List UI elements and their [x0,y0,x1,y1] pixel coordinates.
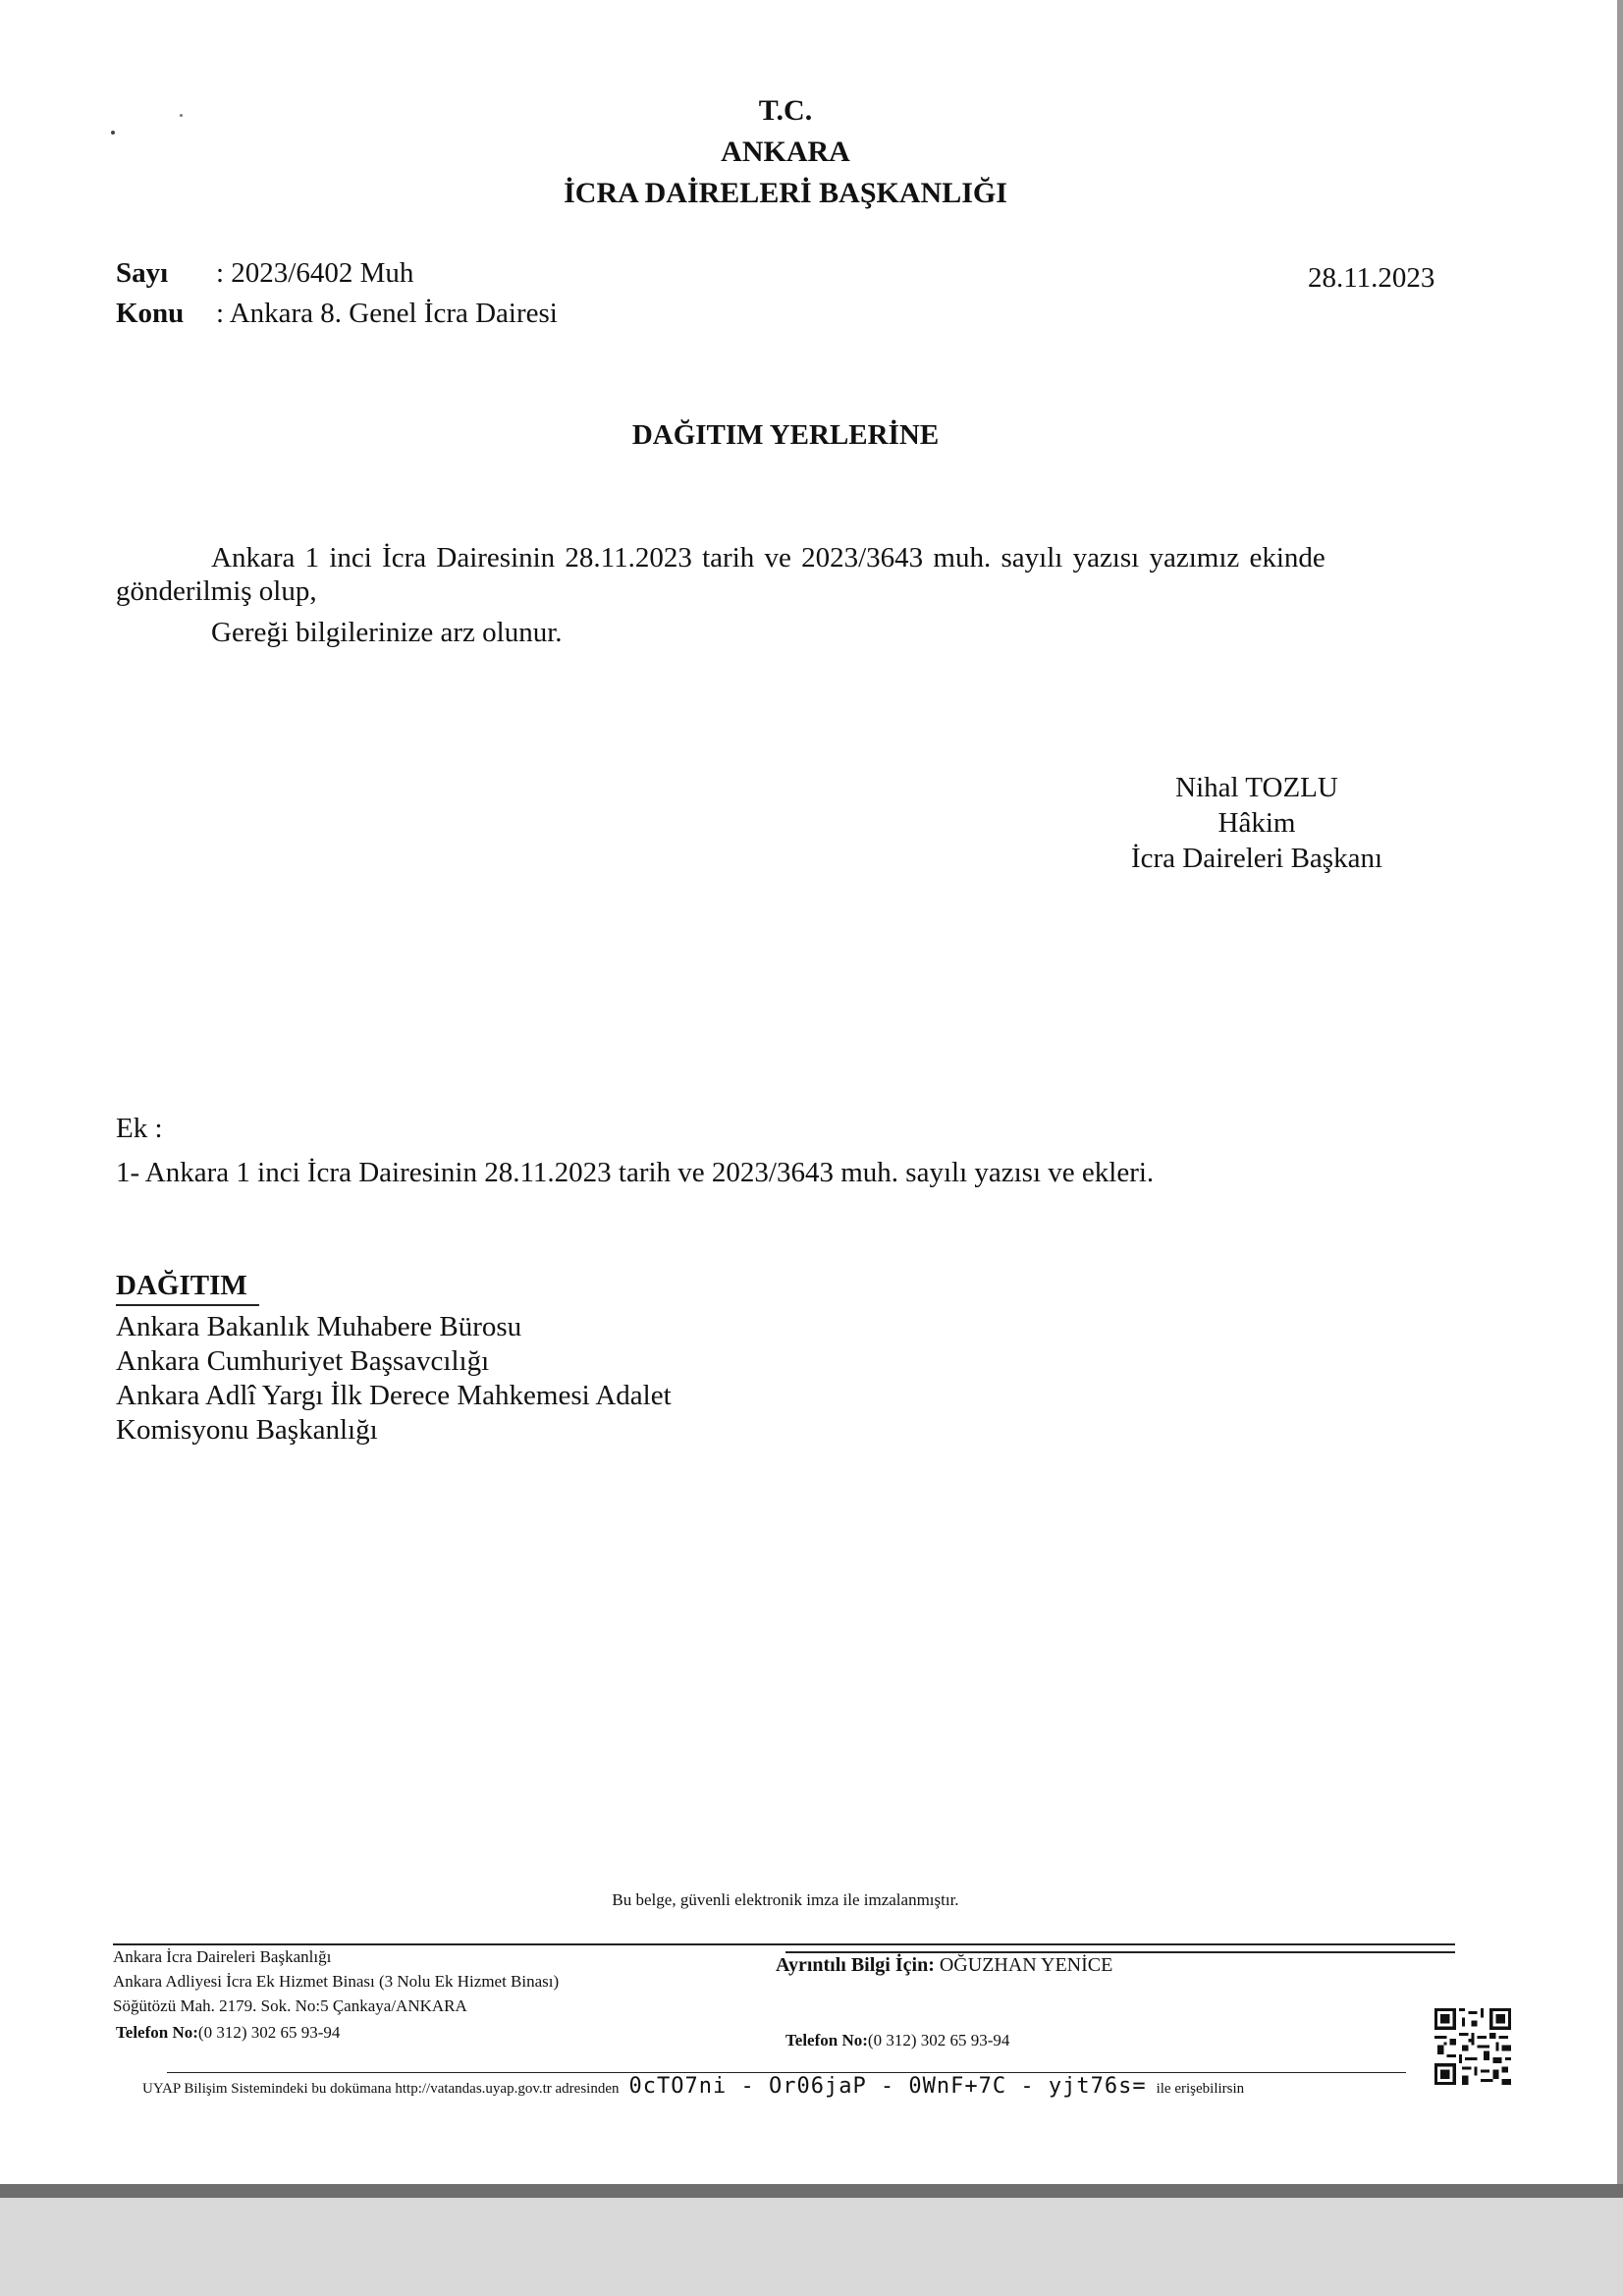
sayi-value: : 2023/6402 Muh [216,257,414,289]
footer-rule-top [113,1943,1455,1945]
distribution-item: Ankara Cumhuriyet Başsavcılığı [116,1345,490,1377]
sayi-label: Sayı [116,257,169,289]
footer-phone-label: Telefon No: [116,2023,198,2042]
footer-address-line1: Ankara İcra Daireleri Başkanlığı [113,1947,332,1966]
distribution-heading-underline [116,1304,259,1306]
header-tc: T.C. [758,94,813,127]
footer-contact-phone [785,2031,1009,2050]
body-paragraph-line2: gönderilmiş olup, [116,575,317,607]
scan-edge-bottom [0,2198,1623,2296]
uyap-suffix: ile erişebilirsin [1156,2081,1245,2097]
konu-label: Konu [116,298,185,329]
attachments-label: Ek : [116,1113,163,1144]
header-institution: İCRA DAİRELERİ BAŞKANLIĞI [564,177,1007,209]
footer-phone-value: (0 312) 302 65 93-94 [197,2023,341,2042]
signer-role: Hâkim [1217,807,1296,839]
qr-code-icon [1434,2008,1512,2085]
body-paragraph-line1: Ankara 1 inci İcra Dairesinin 28.11.2023 tarih ve 2023/3643 muh. sayılı yazısı yazımız ekinde [211,542,1325,574]
uyap-verification-code: 0cTO7ni - Or06jaP - 0WnF+7C - yjt76s= [628,2074,1147,2099]
footer-rule-top-right [785,1951,1455,1953]
body-closing: Gereği bilgilerinize arz olunur. [211,617,563,648]
distribution-heading: DAĞITIM [116,1270,247,1301]
footer-contact-phone-label: Telefon No: [785,2031,868,2050]
attachment-item: 1- Ankara 1 inci İcra Dairesinin 28.11.2023 tarih ve 2023/3643 muh. sayılı yazısı ve ekleri. [116,1157,1155,1188]
scan-edge-bottom-dark [0,2184,1623,2198]
footer-address-line2: Ankara Adliyesi İcra Ek Hizmet Binası (3 Nolu Ek Hizmet Binası) [113,1972,560,1991]
signer-title: İcra Daireleri Başkanı [1130,843,1383,874]
footer-info-label: Ayrıntılı Bilgi İçin: [776,1954,935,1976]
signer-name: Nihal TOZLU [1175,772,1338,803]
uyap-access-line [142,2074,1244,2104]
scan-speck [111,131,115,135]
document-date: 28.11.2023 [1308,262,1435,294]
distribution-item: Ankara Bakanlık Muhabere Bürosu [116,1311,522,1342]
footer-phone [116,2023,340,2043]
scan-edge-right [1617,0,1623,2296]
uyap-prefix: UYAP Bilişim Sistemindeki bu dokümana http://vatandas.uyap.gov.tr adresinden [142,2081,620,2097]
footer-info-value: OĞUZHAN YENİCE [939,1954,1113,1976]
document-title: DAĞITIM YERLERİNE [631,419,940,451]
footer-address-line3: Söğütözü Mah. 2179. Sok. No:5 Çankaya/ANKARA [113,1996,467,2015]
esign-note: Bu belge, güvenli elektronik imza ile imzalanmıştır. [612,1890,959,1909]
distribution-item: Komisyonu Başkanlığı [116,1414,378,1446]
footer-contact-phone-value: (0 312) 302 65 93-94 [867,2031,1010,2050]
footer-rule-bottom [167,2072,1406,2073]
footer-contact-info [776,1954,1112,1977]
konu-value: : Ankara 8. Genel İcra Dairesi [216,298,558,329]
distribution-item: Ankara Adlî Yargı İlk Derece Mahkemesi Adalet [116,1380,672,1411]
header-city: ANKARA [721,136,850,168]
